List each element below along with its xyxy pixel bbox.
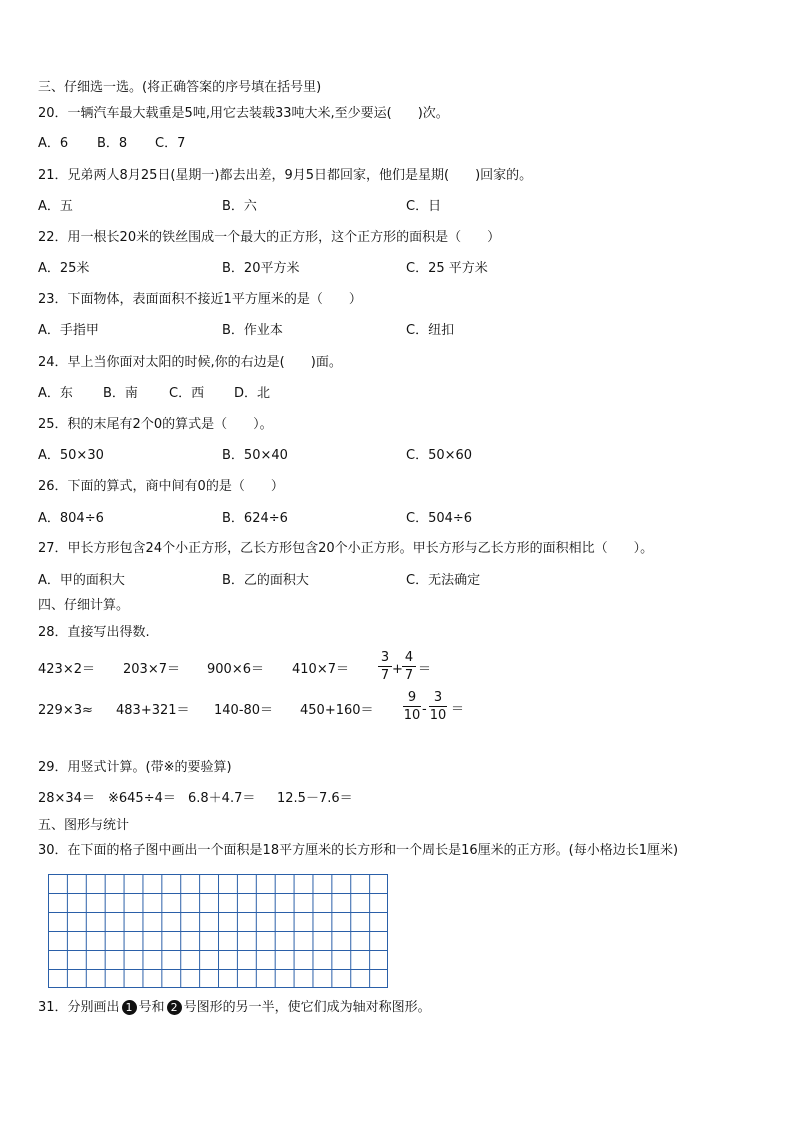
option-b[interactable]: B．作业本 bbox=[222, 323, 283, 338]
calc-item: 28×34＝ bbox=[38, 791, 95, 806]
question-31: 31．分别画出 1 号和 2 号图形的另一半，使它们成为轴对称图形。 bbox=[38, 1000, 431, 1015]
option-c[interactable]: C．504÷6 bbox=[406, 511, 473, 526]
calc-item: 6.8＋4.7＝ bbox=[188, 791, 256, 806]
section5-title: 五、图形与统计 bbox=[38, 818, 130, 833]
option-b[interactable]: B．8 bbox=[97, 136, 128, 151]
question-30: 30．在下面的格子图中画出一个面积是18平方厘米的长方形和一个周长是16厘米的正方形。(每小格边长1厘米) bbox=[38, 843, 679, 858]
option-d[interactable]: D．北 bbox=[234, 386, 271, 401]
option-b[interactable]: B．624÷6 bbox=[222, 511, 288, 526]
option-a[interactable]: A．东 bbox=[38, 386, 73, 401]
option-b[interactable]: B．南 bbox=[103, 386, 138, 401]
calc-item: 229×3≈ bbox=[38, 703, 93, 718]
question-23: 23．下面物体，表面面积不接近1平方厘米的是（ ） bbox=[38, 292, 362, 307]
question-22: 22．用一根长20米的铁丝围成一个最大的正方形，这个正方形的面积是（ ） bbox=[38, 230, 501, 245]
calc-item: 203×7＝ bbox=[123, 662, 180, 677]
section4-title: 四、仔细计算。 bbox=[38, 598, 130, 613]
option-b[interactable]: B．乙的面积大 bbox=[222, 573, 309, 588]
question-21: 21．兄弟两人8月25日(星期一)都去出差，9月5日都回家，他们是星期( )回家的。 bbox=[38, 168, 533, 183]
calc-item: ※645÷4＝ bbox=[108, 791, 176, 806]
calc-item: 410×7＝ bbox=[292, 662, 349, 677]
calc-item: 450+160＝ bbox=[300, 703, 374, 718]
fraction: 3 10 bbox=[429, 690, 447, 723]
calc-item: 483+321＝ bbox=[116, 703, 190, 718]
fraction: 9 10 bbox=[403, 690, 421, 723]
option-b[interactable]: B．六 bbox=[222, 199, 257, 214]
question-29: 29．用竖式计算。(带※的要验算) bbox=[38, 760, 232, 775]
option-a[interactable]: A．50×30 bbox=[38, 448, 104, 463]
question-26: 26．下面的算式，商中间有0的是（ ） bbox=[38, 479, 284, 494]
circled-number-2: 2 bbox=[167, 1000, 182, 1015]
option-b[interactable]: B．50×40 bbox=[222, 448, 288, 463]
question-25: 25．积的末尾有2个0的算式是（ ）。 bbox=[38, 417, 273, 432]
option-a[interactable]: A．804÷6 bbox=[38, 511, 104, 526]
calc-item: 423×2＝ bbox=[38, 662, 95, 677]
option-c[interactable]: C．7 bbox=[155, 136, 186, 151]
option-a[interactable]: A．手指甲 bbox=[38, 323, 99, 338]
question-27: 27．甲长方形包含24个小正方形，乙长方形包含20个小正方形。甲长方形与乙长方形的面积相比（ ）。 bbox=[38, 541, 654, 556]
option-c[interactable]: C．日 bbox=[406, 199, 442, 214]
option-c[interactable]: C．25 平方米 bbox=[406, 261, 488, 276]
circled-number-1: 1 bbox=[122, 1000, 137, 1015]
option-c[interactable]: C．50×60 bbox=[406, 448, 473, 463]
question-24: 24．早上当你面对太阳的时候,你的右边是( )面。 bbox=[38, 355, 342, 370]
section3-title: 三、仔细选一选。(将正确答案的序号填在括号里) bbox=[38, 80, 322, 95]
calc-item: 900×6＝ bbox=[207, 662, 264, 677]
question-28: 28．直接写出得数. bbox=[38, 625, 150, 640]
option-a[interactable]: A．甲的面积大 bbox=[38, 573, 125, 588]
fraction: 4 7 bbox=[402, 650, 416, 683]
option-a[interactable]: A．6 bbox=[38, 136, 69, 151]
calc-item: 140-80＝ bbox=[214, 703, 274, 718]
option-c[interactable]: C．纽扣 bbox=[406, 323, 455, 338]
option-b[interactable]: B．20平方米 bbox=[222, 261, 300, 276]
calc-item: 12.5－7.6＝ bbox=[277, 791, 353, 806]
drawing-grid[interactable] bbox=[48, 874, 388, 988]
option-c[interactable]: C．无法确定 bbox=[406, 573, 481, 588]
option-c[interactable]: C．西 bbox=[169, 386, 205, 401]
question-20: 20．一辆汽车最大载重是5吨,用它去装载33吨大米,至少要运( )次。 bbox=[38, 106, 449, 121]
option-a[interactable]: A．五 bbox=[38, 199, 73, 214]
fraction: 3 7 bbox=[378, 650, 392, 683]
option-a[interactable]: A．25米 bbox=[38, 261, 90, 276]
